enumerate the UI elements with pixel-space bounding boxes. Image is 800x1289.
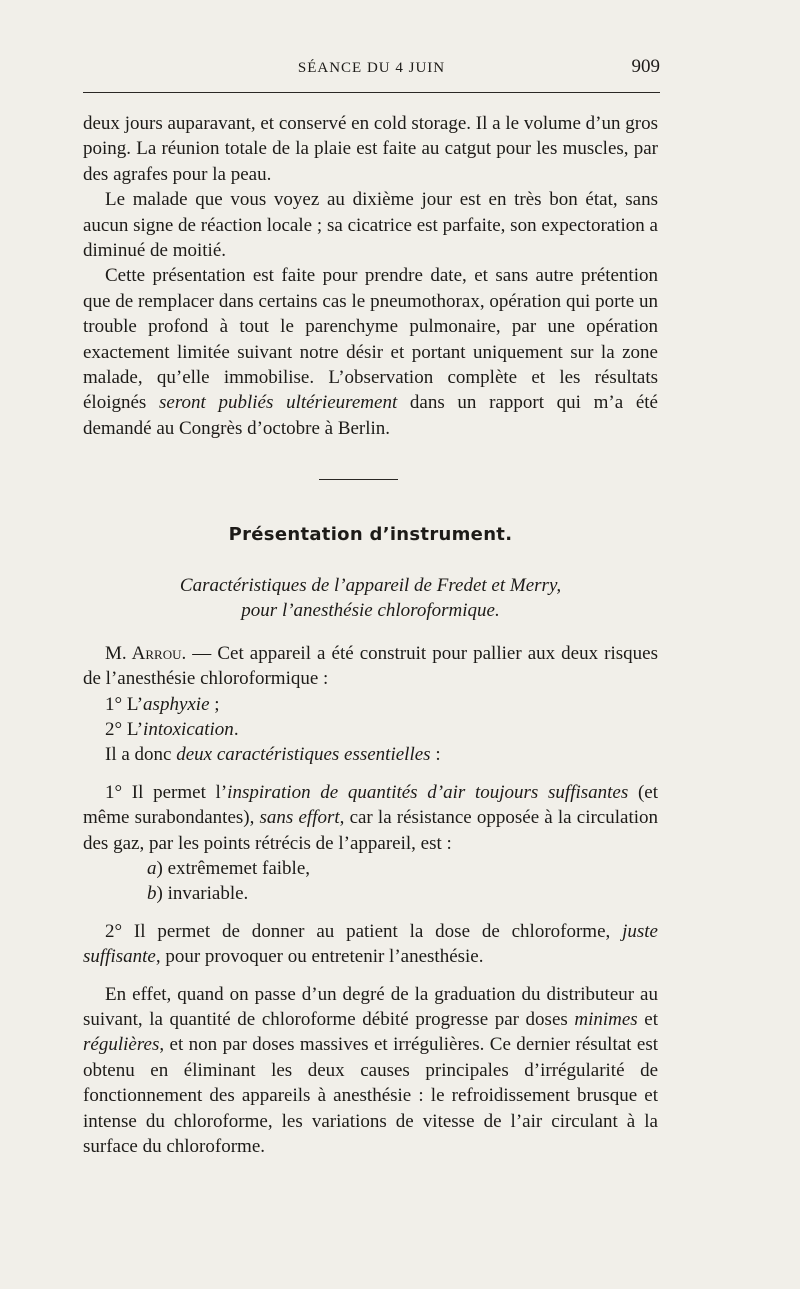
italic-span: b xyxy=(147,883,157,905)
page-header xyxy=(83,54,660,84)
paragraph-characteristics xyxy=(83,742,658,767)
italic-span: a xyxy=(147,857,157,879)
text-span: ) extrêmemet faible, xyxy=(156,857,311,879)
section-subtitle xyxy=(83,573,658,623)
text-span: dans un rapport qui m’a été demandé au Congrès d’octobre à Berlin. xyxy=(83,392,658,439)
italic-span: asphyxie xyxy=(143,693,210,715)
text-span: Cette présentation est faite pour prendre date, et sans autre prétention que de remplacer dans certains cas le pneumothorax, opération qui porte un trouble profond à tout le parenchyme pulmonaire, par une opération exactement limitée suivant notre désir et portant uniquement sur la zone malade, qu’elle immobilise. L’observation complète et les résultats éloignés xyxy=(83,265,658,414)
subtitle-line: pour l’anesthésie chloroformique. xyxy=(241,599,500,621)
running-title: SÉANCE DU 4 JUIN xyxy=(297,60,446,76)
paragraph-point-1 xyxy=(83,780,658,856)
paragraph-continuation: deux jours auparavant, et conservé en cold storage. Il a le volume d’un gros poing. La réunion totale de la plaie est faite au catgut pour les muscles, par des agrafes pour la peau. xyxy=(83,113,658,185)
paragraph-intro xyxy=(83,641,658,692)
paragraph-patient-state: Le malade que vous voyez au dixième jour est en très bon état, sans aucun signe de réaction locale ; sa cicatrice est parfaite, son expectoration a diminué de moitié. xyxy=(83,189,658,262)
paragraph-presentation xyxy=(83,263,658,441)
text-span: ; xyxy=(209,693,220,715)
sub-item-b xyxy=(83,881,658,906)
text-span: (et même surabondantes), xyxy=(83,781,659,829)
text-span: ) invariable. xyxy=(156,883,249,905)
text-span: , pour provoquer ou entretenir l’anesthésie. xyxy=(155,946,484,968)
text-span: — Cet appareil a été construit pour pallier aux deux risques de l’anesthésie chloroformique : xyxy=(83,642,658,690)
italic-span: juste suffisante xyxy=(83,920,658,968)
italic-span: inspiration de quantités d’air toujours suffisantes xyxy=(227,781,629,803)
paragraph-point-2 xyxy=(83,919,658,970)
italic-span: seront publiés ultérieurement xyxy=(159,392,398,414)
section-title: Présentation d’instrument. xyxy=(228,524,513,546)
author-name: M. Arrou. xyxy=(105,642,187,664)
text-span: 1° Il permet l’ xyxy=(105,781,228,803)
paragraph-effect xyxy=(83,982,658,1160)
text-span: 2° L’ xyxy=(105,718,144,740)
text-span: , car la résistance opposée à la circulation des gaz, par les points rétrécis de l’appareil, est : xyxy=(83,807,659,854)
list-item xyxy=(83,717,658,742)
text-span: 2° Il permet de donner au patient la dose de chloroforme, xyxy=(105,920,623,942)
text-span: En effet, quand on passe d’un degré de la graduation du distributeur au suivant, la quantité de chloroforme débité progresse par doses xyxy=(83,983,658,1030)
sub-item-a xyxy=(83,856,658,881)
text-span: , et non par doses massives et irrégulières. Ce dernier résultat est obtenu en éliminant les deux causes principales d’irrégularité de fonctionnement des appareils à anesthésie : le refroidissement brusque et intense du chloroforme, les variations de vitesse de l’air circulant à la surface du chloroforme. xyxy=(83,1034,658,1157)
section-separator xyxy=(319,479,398,480)
italic-span: deux caractéristiques essentielles xyxy=(176,744,431,766)
text-span: : xyxy=(430,744,441,766)
header-rule xyxy=(83,92,660,93)
text-span: 1° L’ xyxy=(105,693,144,715)
italic-span: intoxication xyxy=(143,718,234,740)
italic-span: régulières xyxy=(83,1034,160,1056)
text-span: . xyxy=(233,718,239,740)
text-span: Il a donc xyxy=(105,744,177,766)
page-body xyxy=(83,111,658,1159)
italic-span: minimes xyxy=(574,1008,638,1030)
subtitle-line: Caractéristiques de l’appareil de Fredet et Merry, xyxy=(179,574,562,596)
list-item xyxy=(83,692,658,717)
page-number: 909 xyxy=(631,56,660,77)
text-span: et xyxy=(637,1008,658,1030)
italic-span: sans effort xyxy=(259,807,340,829)
